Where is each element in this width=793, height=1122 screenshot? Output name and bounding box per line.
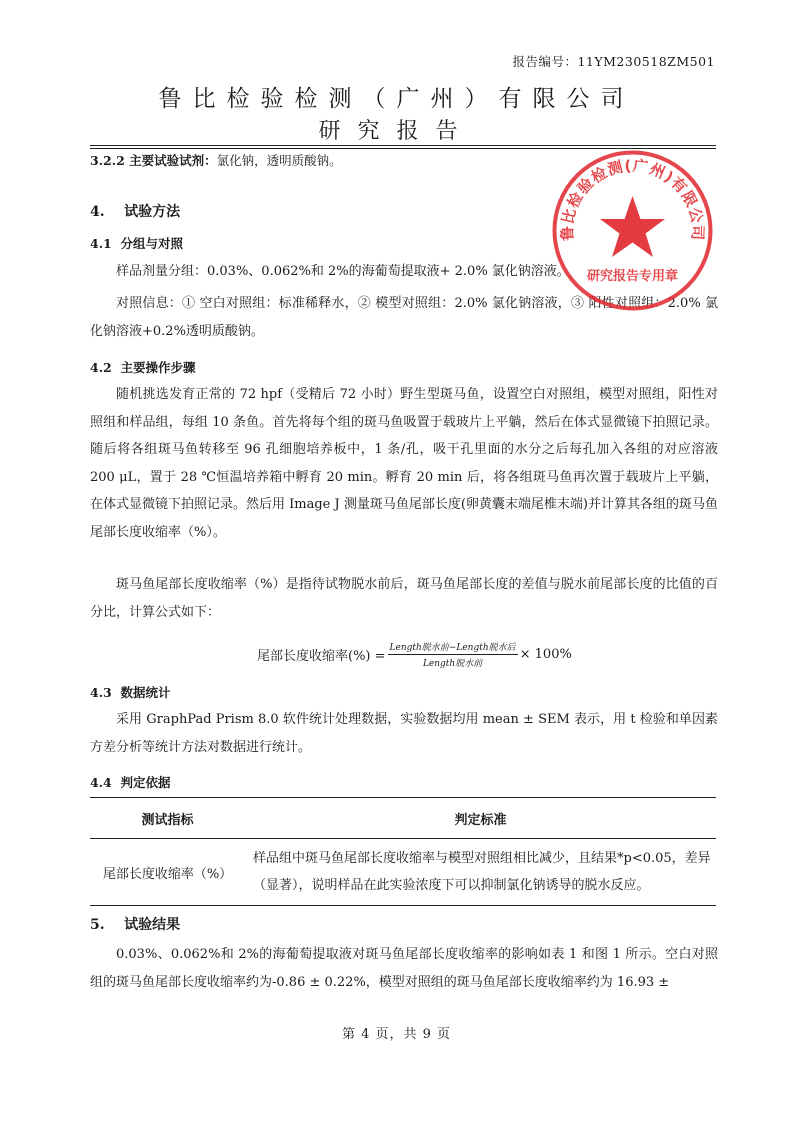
page-footer: 第 4 页，共 9 页	[341, 1027, 452, 1042]
section-4-heading: 4. 试验方法	[90, 204, 181, 220]
shrink-rate-definition: 斑马鱼尾部长度收缩率（%）是指待试物脱水前后，斑马鱼尾部长度的差值与脱水前尾部长度的比值的百分比，计算公式如下：	[90, 577, 718, 620]
section-5-heading: 5. 试验结果	[90, 917, 181, 933]
table-cell-criterion: 样品组中斑马鱼尾部长度收缩率与模型对照组相比减少，且结果*p<0.05，差异（显著），说明样品在此实验浓度下可以抑制氯化钠诱导的脱水反应。	[245, 839, 716, 906]
section-3-2-2-text: 氯化钠，透明质酸钠。	[216, 153, 342, 168]
document-title: 研究报告	[318, 119, 475, 144]
formula-rhs: × 100%	[519, 647, 572, 662]
section-4-4-heading: 4.4 判定依据	[90, 775, 171, 790]
formula-lhs: 尾部长度收缩率(%) =	[257, 649, 386, 664]
section-4-3-heading: 4.3 数据统计	[90, 685, 171, 700]
report-number: 报告编号：11YM230518ZM501	[512, 54, 715, 69]
section-3-2-2-label: 3.2.2 主要试验试剂：	[90, 153, 217, 168]
seal-arc-text: 鲁比检验检测(广州)有限公司	[558, 156, 707, 242]
control-info-paragraph: 对照信息：① 空白对照组：标准稀释水，② 模型对照组：2.0% 氯化钠溶液，③ 阳性对照组：2.0% 氯化钠溶液+0.2%透明质酸钠。	[90, 296, 718, 339]
judgement-table	[90, 797, 716, 906]
formula-numerator: Length脱水前−Length脱水后	[388, 640, 518, 655]
shrink-rate-formula	[257, 640, 572, 669]
header-rule-thick	[90, 145, 716, 146]
table-header-indicator: 测试指标	[90, 798, 245, 839]
section-3-2-2	[90, 151, 342, 169]
section-4-1-heading: 4.1 分组与对照	[90, 236, 183, 251]
dose-groups-paragraph: 样品剂量分组：0.03%、0.062%和 2%的海葡萄提取液+ 2.0% 氯化钠溶液。	[116, 264, 570, 279]
table-header-row	[90, 798, 716, 839]
organization-name: 鲁比检验检测（广州）有限公司	[158, 86, 635, 112]
section-4-2-heading: 4.2 主要操作步骤	[90, 360, 196, 375]
formula-fraction	[388, 640, 518, 669]
statistics-paragraph: 采用 GraphPad Prism 8.0 软件统计处理数据，实验数据均用 mean ± SEM 表示，用 t 检验和单因素方差分析等统计方法对数据进行统计。	[90, 712, 718, 755]
results-paragraph: 0.03%、0.062%和 2%的海葡萄提取液对斑马鱼尾部长度收缩率的影响如表 1 和图 1 所示。空白对照组的斑马鱼尾部长度收缩率约为-0.86 ± 0.22%，模型对照组的斑马鱼尾部长度收缩率约为 16.93 ±	[90, 947, 718, 990]
company-seal	[550, 148, 715, 313]
table-row	[90, 839, 716, 906]
formula-denominator: Length脱水前	[422, 659, 483, 669]
table-cell-indicator: 尾部长度收缩率（%）	[90, 839, 245, 906]
table-header-criterion: 判定标准	[245, 798, 716, 839]
procedure-paragraph: 随机挑选发育正常的 72 hpf（受精后 72 小时）野生型斑马鱼，设置空白对照组，模型对照组，阳性对照组和样品组，每组 10 条鱼。首先将每个组的斑马鱼吸置于载玻片上平躺，然后在体式显微镜下拍照记录。随后将各组斑马鱼转移至 96 孔细胞培养板中，1 条/孔，吸干孔里面的水分之后每孔加入各组的对应溶液 200 μL，置于 28 ℃恒温培养箱中孵育 20 min。孵育 20 min 后，将各组斑马鱼再次置于载玻片上平躺，在体式显微镜下拍照记录。然后用 Image J 测量斑马鱼尾部长度(卵黄囊末端尾椎末端)并计算其各组的斑马鱼尾部长度收缩率（%）。	[90, 387, 718, 540]
seal-bottom-text: 研究报告专用章	[586, 269, 679, 284]
